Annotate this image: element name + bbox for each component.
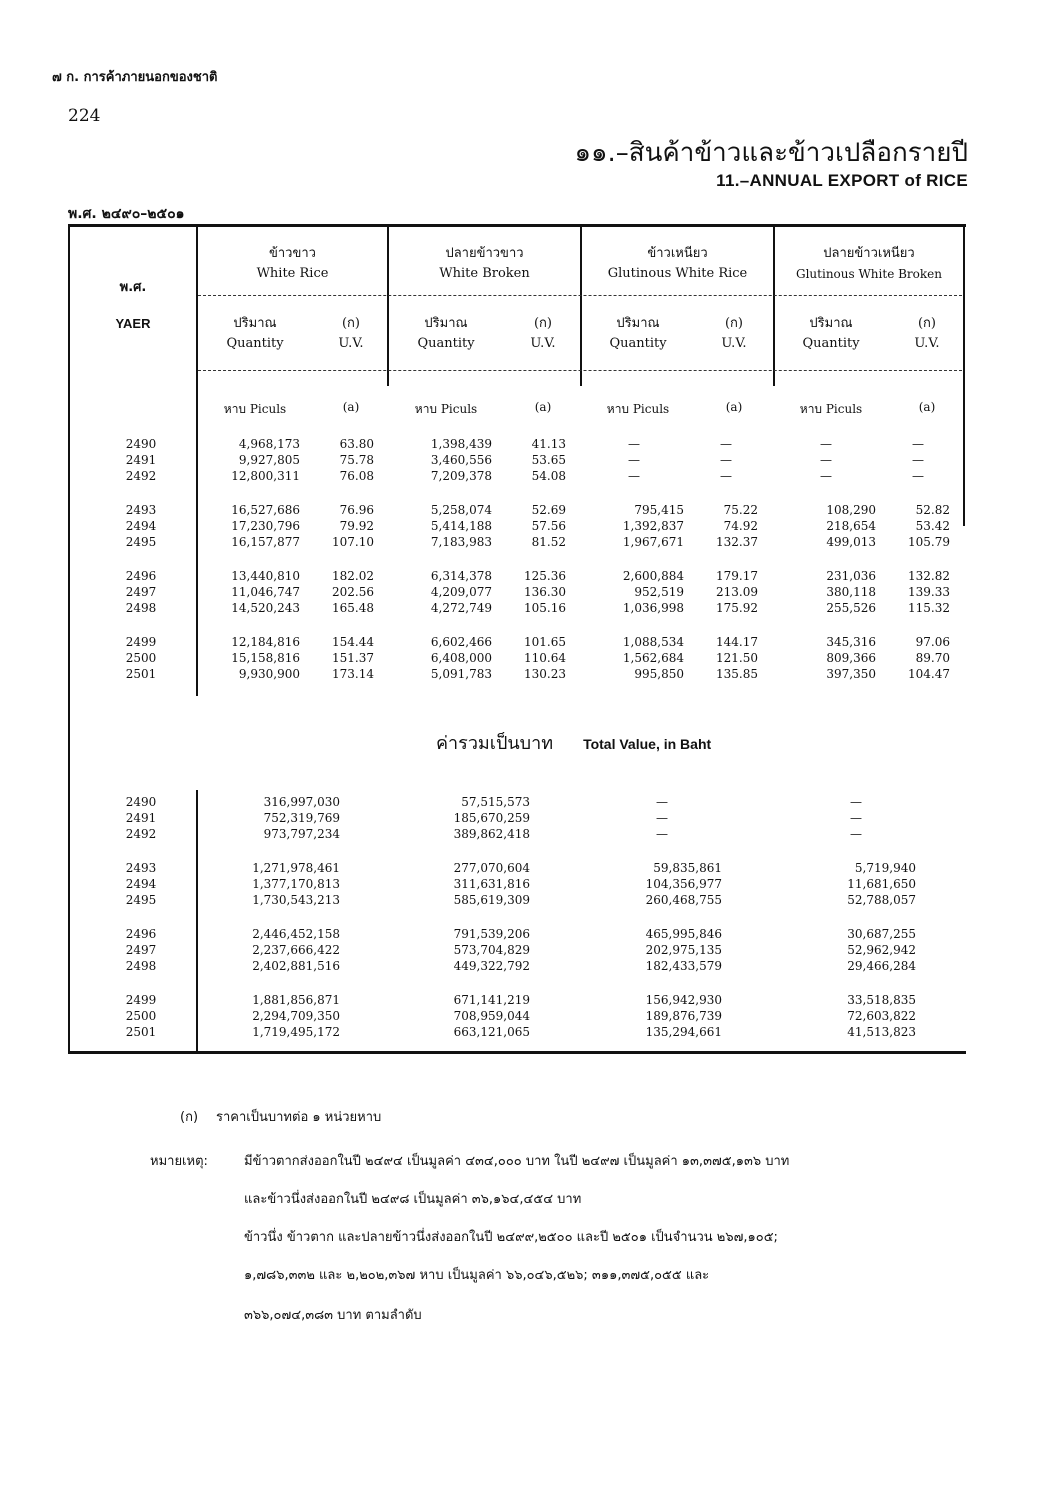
table-cell: 1,730,543,213 <box>252 893 340 907</box>
white-broken-value-column <box>410 794 530 1040</box>
table-cell: 752,319,769 <box>263 811 340 825</box>
subheader-underline <box>198 370 962 371</box>
table-cell: 6,408,000 <box>430 651 492 665</box>
table-cell: — <box>656 827 668 841</box>
white-rice-uv-column <box>310 436 374 682</box>
table-cell: 311,631,816 <box>453 877 530 891</box>
year-cell: 2495 <box>125 535 157 549</box>
year-cell: 2490 <box>125 795 157 809</box>
table-cell: 175.92 <box>716 601 758 615</box>
table-title-english: 11.–ANNUAL EXPORT of RICE <box>716 171 968 190</box>
table-cell: 3,460,556 <box>430 453 492 467</box>
table-cell: 105.79 <box>908 535 950 549</box>
table-cell: 41.13 <box>531 437 566 451</box>
group-english: White Broken <box>439 266 530 281</box>
qty-thai: ปริมาณ <box>424 316 468 331</box>
table-cell: 795,415 <box>634 503 684 517</box>
table-cell: 76.08 <box>339 469 374 483</box>
year-cell: 2501 <box>125 667 157 681</box>
group-thai: ข้าวเหนียว <box>647 246 708 261</box>
table-cell: 41,513,823 <box>847 1025 916 1039</box>
divider-year <box>196 226 198 696</box>
table-cell: — <box>628 453 640 467</box>
year-cell: 2491 <box>125 453 157 467</box>
table-cell: — <box>656 795 668 809</box>
table-cell: 139.33 <box>908 585 950 599</box>
unit-uv-2: (a) <box>534 400 552 414</box>
table-cell: 2,237,666,422 <box>252 943 340 957</box>
subheader-qty-1 <box>205 314 305 354</box>
table-cell: 213.09 <box>716 585 758 599</box>
table-title-thai: ๑๑.–สินค้าข้าวและข้าวเปลือกรายปี <box>574 138 968 168</box>
table-cell: — <box>628 437 640 451</box>
table-cell: 2,446,452,158 <box>252 927 340 941</box>
uv-english: U.V. <box>721 336 747 351</box>
year-cell: 2492 <box>125 469 157 483</box>
glutinous-quantity-column <box>584 436 684 682</box>
table-cell: 53.42 <box>915 519 950 533</box>
table-cell: 125.36 <box>524 569 566 583</box>
year-header-thai: พ.ศ. <box>119 280 147 295</box>
table-cell: 11,681,650 <box>847 877 916 891</box>
table-cell: — <box>820 469 832 483</box>
table-cell: 75.78 <box>339 453 374 467</box>
remark-line-4: ๑,๗๘๖,๓๓๒ และ ๒,๒๐๒,๓๖๗ หาบ เป็นมูลค่า ๖๖,๐๔๖,๕๒๖; ๓๑๑,๓๗๕,๐๕๕ และ <box>244 1268 710 1283</box>
table-cell: 995,850 <box>634 667 684 681</box>
table-cell: 4,209,077 <box>430 585 492 599</box>
qty-thai: ปริมาณ <box>616 316 660 331</box>
table-cell: 189,876,739 <box>645 1009 722 1023</box>
table-cell: — <box>912 453 924 467</box>
table-cell: 182.02 <box>332 569 374 583</box>
table-cell: 277,070,604 <box>453 861 530 875</box>
table-cell: 15,158,816 <box>231 651 300 665</box>
table-cell: 2,600,884 <box>622 569 684 583</box>
year-cell: 2498 <box>125 959 157 973</box>
year-cell: 2496 <box>125 927 157 941</box>
year-cell: 2501 <box>125 1025 157 1039</box>
uv-english: U.V. <box>530 336 556 351</box>
running-header: ๗ ก. การค้าภายนอกของชาติ <box>52 70 218 85</box>
qty-thai: ปริมาณ <box>233 316 277 331</box>
table-cell: 110.64 <box>524 651 566 665</box>
table-cell: 52,788,057 <box>847 893 916 907</box>
table-cell: 179.17 <box>716 569 758 583</box>
table-cell: 101.65 <box>524 635 566 649</box>
table-cell: — <box>720 453 732 467</box>
year-cell: 2491 <box>125 811 157 825</box>
table-cell: 465,995,846 <box>645 927 722 941</box>
table-cell: 11,046,747 <box>231 585 300 599</box>
table-cell: 135,294,661 <box>645 1025 722 1039</box>
footnote-text: ราคาเป็นบาทต่อ ๑ หน่วยหาบ <box>216 1110 382 1125</box>
table-cell: 33,518,835 <box>847 993 916 1007</box>
table-cell: 57,515,573 <box>461 795 530 809</box>
subheader-uv-2 <box>510 314 576 354</box>
table-cell: 107.10 <box>332 535 374 549</box>
table-cell: 13,440,810 <box>231 569 300 583</box>
table-cell: 135.85 <box>716 667 758 681</box>
table-cell: 14,520,243 <box>231 601 300 615</box>
table-cell: 57.56 <box>531 519 566 533</box>
table-cell: 12,184,816 <box>231 635 300 649</box>
table-cell: 202.56 <box>332 585 374 599</box>
year-cell: 2496 <box>125 569 157 583</box>
table-cell: 63.80 <box>339 437 374 451</box>
remark-line-1: มีข้าวตากส่งออกในปี ๒๔๙๔ เป็นมูลค่า ๔๓๔,๐๐๐ บาท ในปี ๒๔๙๗ เป็นมูลค่า ๑๓,๓๗๕,๑๓๖ บาท <box>244 1154 790 1169</box>
table-cell: 53.65 <box>531 453 566 467</box>
table-cell: — <box>850 811 862 825</box>
table-cell: 154.44 <box>332 635 374 649</box>
glutinous-value-column <box>602 794 722 1040</box>
table-cell: 165.48 <box>332 601 374 615</box>
table-cell: 9,930,900 <box>238 667 300 681</box>
table-cell: 1,377,170,813 <box>252 877 340 891</box>
table-cell: 104,356,977 <box>645 877 722 891</box>
group-thai: ปลายข้าวขาว <box>445 246 524 261</box>
table-cell: 97.06 <box>915 635 950 649</box>
group-english: Glutinous White Broken <box>796 267 942 281</box>
table-cell: 12,800,311 <box>231 469 300 483</box>
glutinous-uv-column <box>694 436 758 682</box>
table-cell: 6,314,378 <box>430 569 492 583</box>
table-cell: 156,942,930 <box>645 993 722 1007</box>
uv-thai: (ก) <box>917 316 936 331</box>
group-english: White Rice <box>256 266 329 281</box>
table-cell: 5,414,188 <box>430 519 492 533</box>
qty-thai: ปริมาณ <box>809 316 853 331</box>
table-cell: — <box>850 827 862 841</box>
table-cell: — <box>820 437 832 451</box>
table-cell: 663,121,065 <box>453 1025 530 1039</box>
table-cell: 16,157,877 <box>231 535 300 549</box>
table-cell: 708,959,044 <box>453 1009 530 1023</box>
page-number: 224 <box>68 106 101 126</box>
remark-line-3: ข้าวนึ่ง ข้าวตาก และปลายข้าวนึ่งส่งออกในปี ๒๔๙๙,๒๕๐๐ และปี ๒๕๐๑ เป็นจำนวน ๒๖๗,๑๐๕; <box>244 1230 778 1245</box>
year-cell: 2493 <box>125 861 157 875</box>
table-cell: 791,539,206 <box>453 927 530 941</box>
table-cell: 1,392,837 <box>622 519 684 533</box>
table-cell: 136.30 <box>524 585 566 599</box>
table-cell: 4,272,749 <box>430 601 492 615</box>
subheader-qty-4 <box>781 314 881 354</box>
table-cell: 132.82 <box>908 569 950 583</box>
subheader-qty-2 <box>396 314 496 354</box>
table-cell: 54.08 <box>531 469 566 483</box>
unit-qty-2: หาบ Piculs <box>414 402 478 416</box>
table-cell: 973,797,234 <box>263 827 340 841</box>
table-cell: 182,433,579 <box>645 959 722 973</box>
table-cell: 105.16 <box>524 601 566 615</box>
table-cell: 6,602,466 <box>430 635 492 649</box>
table-cell: 16,527,686 <box>231 503 300 517</box>
table-cell: 151.37 <box>332 651 374 665</box>
unit-qty-1: หาบ Piculs <box>223 402 287 416</box>
table-cell: 1,271,978,461 <box>252 861 340 875</box>
table-cell: 1,719,495,172 <box>252 1025 340 1039</box>
group-thai: ข้าวขาว <box>269 246 316 261</box>
year-cell: 2494 <box>125 877 157 891</box>
group-english: Glutinous White Rice <box>607 266 748 281</box>
table-cell: — <box>628 469 640 483</box>
unit-uv-4: (a) <box>918 400 936 414</box>
remark-line-2: และข้าวนึ่งส่งออกในปี ๒๔๙๘ เป็นมูลค่า ๓๖,๑๖๔,๔๕๔ บาท <box>244 1192 582 1207</box>
table-cell: 449,322,792 <box>453 959 530 973</box>
table-bottom-rule <box>68 1051 966 1054</box>
table-cell: 9,927,805 <box>238 453 300 467</box>
year-cell: 2498 <box>125 601 157 615</box>
year-cell: 2499 <box>125 993 157 1007</box>
qty-english: Quantity <box>609 336 667 351</box>
year-cell: 2497 <box>125 943 157 957</box>
table-cell: 115.32 <box>908 601 950 615</box>
value-section-english: Total Value, in Baht <box>583 736 712 752</box>
table-cell: — <box>656 811 668 825</box>
divider-year-lower <box>196 790 198 1052</box>
table-cell: 4,968,173 <box>238 437 300 451</box>
table-cell: 218,654 <box>826 519 876 533</box>
unit-qty-3: หาบ Piculs <box>606 402 670 416</box>
table-cell: 81.52 <box>531 535 566 549</box>
unit-uv-3: (a) <box>725 400 743 414</box>
table-cell: 397,350 <box>826 667 876 681</box>
table-cell: 59,835,861 <box>653 861 722 875</box>
table-cell: 316,997,030 <box>263 795 340 809</box>
year-header-english: YAER <box>115 316 151 331</box>
table-cell: 231,036 <box>826 569 876 583</box>
table-cell: 260,468,755 <box>645 893 722 907</box>
unit-uv-1: (a) <box>342 400 360 414</box>
table-cell: — <box>912 437 924 451</box>
subheader-qty-3 <box>588 314 688 354</box>
table-left-border <box>68 226 70 1052</box>
table-cell: 573,704,829 <box>453 943 530 957</box>
uv-thai: (ก) <box>724 316 743 331</box>
table-cell: 75.22 <box>723 503 758 517</box>
table-cell: 76.96 <box>339 503 374 517</box>
table-cell: 389,862,418 <box>453 827 530 841</box>
table-cell: 1,562,684 <box>622 651 684 665</box>
table-cell: 52,962,942 <box>847 943 916 957</box>
year-column-value <box>106 794 176 1040</box>
uv-thai: (ก) <box>341 316 360 331</box>
table-cell: 809,366 <box>826 651 876 665</box>
table-cell: 1,967,671 <box>622 535 684 549</box>
uv-thai: (ก) <box>533 316 552 331</box>
period-label: พ.ศ. ๒๔๙๐–๒๕๐๑ <box>68 206 185 222</box>
table-cell: 380,118 <box>826 585 876 599</box>
unit-qty-4: หาบ Piculs <box>799 402 863 416</box>
qty-english: Quantity <box>417 336 475 351</box>
table-cell: 345,316 <box>826 635 876 649</box>
white-rice-quantity-column <box>200 436 300 682</box>
table-cell: 52.69 <box>531 503 566 517</box>
year-cell: 2493 <box>125 503 157 517</box>
table-cell: 108,290 <box>826 503 876 517</box>
year-cell: 2494 <box>125 519 157 533</box>
glutinous-broken-uv-column <box>886 436 950 682</box>
table-cell: 132.37 <box>716 535 758 549</box>
table-cell: 1,881,856,871 <box>252 993 340 1007</box>
group-header-white-rice <box>198 244 387 284</box>
table-cell: 30,687,255 <box>847 927 916 941</box>
group-underline <box>198 295 962 296</box>
remark-line-5: ๓๖๖,๐๗๔,๓๘๓ บาท ตามลำดับ <box>244 1308 422 1323</box>
footnote <box>180 1108 381 1128</box>
table-cell: — <box>820 453 832 467</box>
table-cell: 79.92 <box>339 519 374 533</box>
table-cell: — <box>850 795 862 809</box>
table-cell: 5,719,940 <box>854 861 916 875</box>
table-cell: 1,398,439 <box>430 437 492 451</box>
year-cell: 2497 <box>125 585 157 599</box>
table-cell: 89.70 <box>915 651 950 665</box>
subheader-uv-3 <box>701 314 767 354</box>
white-broken-quantity-column <box>392 436 492 682</box>
uv-english: U.V. <box>338 336 364 351</box>
table-cell: 671,141,219 <box>453 993 530 1007</box>
table-cell: 1,088,534 <box>622 635 684 649</box>
value-section-title <box>436 728 711 757</box>
remark-label: หมายเหตุ: <box>150 1154 208 1169</box>
table-cell: 144.17 <box>716 635 758 649</box>
table-cell: 17,230,796 <box>231 519 300 533</box>
year-cell: 2495 <box>125 893 157 907</box>
table-cell: 255,526 <box>826 601 876 615</box>
white-broken-uv-column <box>502 436 566 682</box>
year-cell: 2492 <box>125 827 157 841</box>
year-cell: 2499 <box>125 635 157 649</box>
year-cell: 2490 <box>125 437 157 451</box>
table-cell: 202,975,135 <box>645 943 722 957</box>
table-cell: 585,619,309 <box>453 893 530 907</box>
table-cell: 952,519 <box>634 585 684 599</box>
table-cell: 5,091,783 <box>430 667 492 681</box>
table-cell: 5,258,074 <box>430 503 492 517</box>
table-cell: 72,603,822 <box>847 1009 916 1023</box>
table-cell: 173.14 <box>332 667 374 681</box>
group-thai: ปลายข้าวเหนียว <box>823 246 915 261</box>
table-top-rule <box>68 224 966 227</box>
year-cell: 2500 <box>125 1009 157 1023</box>
footnote-marker: (ก) <box>180 1110 199 1125</box>
table-cell: 74.92 <box>723 519 758 533</box>
table-cell: — <box>720 437 732 451</box>
table-cell: 7,183,983 <box>430 535 492 549</box>
glutinous-broken-quantity-column <box>776 436 876 682</box>
table-cell: 7,209,378 <box>430 469 492 483</box>
table-cell: 499,013 <box>826 535 876 549</box>
table-cell: — <box>720 469 732 483</box>
table-cell: 130.23 <box>524 667 566 681</box>
qty-english: Quantity <box>802 336 860 351</box>
table-cell: 104.47 <box>908 667 950 681</box>
group-header-white-broken <box>389 244 580 284</box>
glutinous-broken-value-column <box>796 794 916 1040</box>
table-cell: 52.82 <box>915 503 950 517</box>
year-cell: 2500 <box>125 651 157 665</box>
group-header-glutinous-broken <box>775 244 963 284</box>
group-header-glutinous <box>582 244 773 284</box>
table-cell: 2,402,881,516 <box>252 959 340 973</box>
white-rice-value-column <box>220 794 340 1040</box>
table-cell: 1,036,998 <box>622 601 684 615</box>
year-column-quantity <box>106 436 176 682</box>
table-right-border <box>963 226 965 526</box>
table-cell: — <box>912 469 924 483</box>
table-cell: 121.50 <box>716 651 758 665</box>
uv-english: U.V. <box>914 336 940 351</box>
table-cell: 2,294,709,350 <box>252 1009 340 1023</box>
subheader-uv-4 <box>894 314 960 354</box>
subheader-uv-1 <box>318 314 384 354</box>
table-cell: 29,466,284 <box>847 959 916 973</box>
value-section-thai: ค่ารวมเป็นบาท <box>436 733 554 754</box>
table-cell: 185,670,259 <box>453 811 530 825</box>
qty-english: Quantity <box>226 336 284 351</box>
